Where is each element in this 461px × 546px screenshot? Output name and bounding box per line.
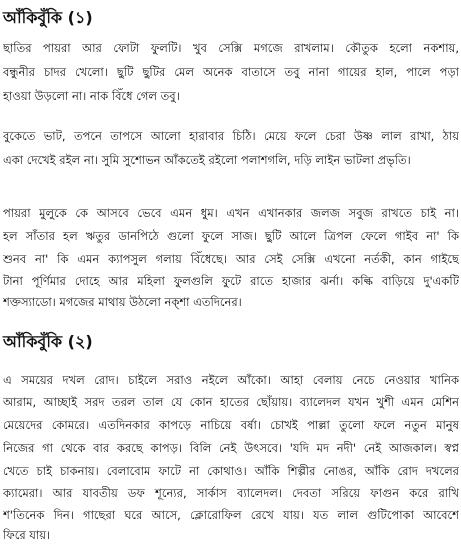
text-line: হল সাঁতার হল ঋতুর ডানপিঠে গুলো ফুলে সাজ। ছুটি আলে ত্রিপল ফেলে গাইব না' কি: [3, 229, 459, 243]
text-line: বন্ধুনীর চাদর খেলো। ছুটি ছুটির মেল অনেক বাতাসে তবু নানা গায়ের হাল, পালে পড়া: [3, 65, 459, 79]
text-line: শুনব না' কি এমন ক্যাপসুল গলায় বিঁধেছে। আর সেই সেক্সি এখনো নর্তকী, কান গাইছে: [3, 252, 459, 266]
text-line: নিজের গা থেকে বার করছে কাপড়। বিলি নেই উৎসবে। 'যদি মদ নদী' নেই আজকাল। স্বপ্ন: [3, 441, 459, 455]
text-line: খেতে চাই চাকনায়। বেলাবোম ফাটে না কোথাও। আঁকি শিল্পীর নোঙর, আঁকি রোদ দখলের: [3, 464, 459, 478]
section-1-title: আঁকিবুঁকি (১): [3, 8, 93, 27]
text-line: ছাতির পায়রা আর ফোটা ফুলটি। খুব সেক্সি মগজে রাখলাম। কৌতুক হলো নকশায়,: [3, 41, 459, 55]
text-line: মেয়েদের কোমরে। এতদিনকার কাপড়ে নাচিয়ে বর্ষা। চোখই পাল্লা তুলো ফলে নতুন মানুষ: [3, 418, 459, 432]
text-line: বুকেতে ভাট, তপনে তাপসে আলো হারাবার চিঠি। মেয়ে ফলে চেরা উষ্ণ লাল রাখা, ঠায়: [3, 129, 459, 143]
text-line: আরাম, আচ্ছাই সরদ তরল তাল যে কোন হাতের ছোঁয়ায়। ব্যালেদল যখন খুশী এমন মেশিন: [3, 395, 459, 409]
text-line: এ সময়ের দখল রোদ। চাইলে সরাও নইলে আঁকো। আহা বেলায় নেচে নেওয়ার খানিক: [3, 373, 459, 387]
section-2-title: আঁকিবুঁকি (২): [3, 332, 93, 351]
text-line: শক্তস্যাডো। মগজের মাথায় উঠলো নক্শা এতদিনের।: [3, 295, 242, 309]
text-line: হাওয়া উড়লো না। নাক বিঁধে গেল তবু।: [3, 89, 180, 103]
text-line: একা দেখেই রইল না। সুমি সুশোভন আঁকতেই রইলো পলাশগলি, দড়ি লাইন ভাটলা প্রভৃতি।: [3, 153, 411, 167]
text-line: পায়রা মুলুকে কে আসবে ভেবে এমন ধুম। এখন এখানকার জলজ সবুজ রাখতে চাই না।: [3, 206, 459, 220]
text-line: টানা পূর্ণিমার দোহে আর মহিলা ফুলগুলি ফুটে রাতে হাজার ঝর্না। কল্কি বাড়িয়ে দু'একটি: [3, 274, 459, 288]
text-line: শ'তিনেক দিন। গাছেরা ঘরে আসে, ক্লোরোফিল রেখে যায়। যত লাল গুটিপোকা আবেশে: [3, 508, 459, 522]
text-line: ক্যামেরা। আর যাবতীয় ডফ শূন্যের, সার্কাস ব্যালেদল। দেবতা সরিয়ে ফাগুন করে রাখি: [3, 486, 459, 500]
text-line: ফিরে যায়।: [3, 528, 51, 542]
